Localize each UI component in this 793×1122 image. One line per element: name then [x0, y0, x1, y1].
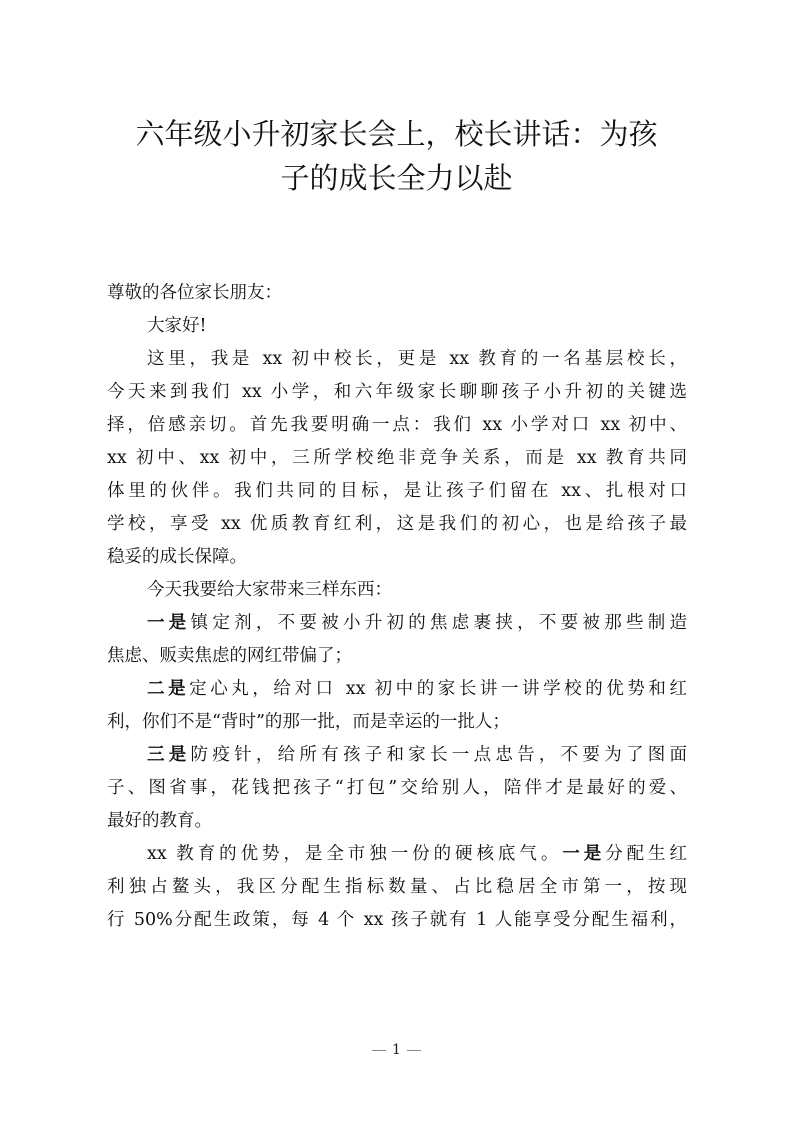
line-text: 防疫针，给所有孩子和家长一点忠告，不要为了图面 — [190, 745, 688, 765]
paragraph-line: xx 初中、xx 初中，三所学校绝非竞争关系，而是 xx 教育共同 — [107, 448, 687, 468]
paragraph-line: 今天来到我们 xx 小学，和六年级家长聊聊孩子小升初的关键选 — [107, 382, 687, 402]
paragraph-point-one — [107, 607, 687, 673]
paragraph-intro — [107, 343, 687, 574]
paragraph-line: 最好的教育。 — [107, 811, 212, 831]
dash-left — [372, 1050, 386, 1051]
line-text: 定心丸，给对口 xx 初中的家长讲一讲学校的优势和红 — [189, 679, 687, 699]
line-text: xx 教育的优势，是全市独一份的硬核底气。 — [147, 844, 563, 864]
title-line-1: 六年级小升初家长会上，校长讲话：为孩 — [135, 117, 658, 151]
dash-right — [407, 1050, 421, 1051]
title-line-2: 子的成长全力以赴 — [280, 161, 513, 195]
paragraph-line — [107, 739, 687, 772]
paragraph-line: 焦虑、贩卖焦虑的网红带偏了； — [107, 646, 352, 666]
paragraph-line — [107, 673, 687, 706]
paragraph-line: 今天我要给大家带来三样东西： — [147, 580, 392, 600]
paragraph-line: 子、图省事，花钱把孩子“打包”交给别人，陪伴才是最好的爱、 — [107, 778, 687, 798]
paragraph-three-things — [107, 574, 687, 607]
paragraph-line: 体里的伙伴。我们共同的目标，是让孩子们留在 xx、扎根对口 — [107, 481, 687, 501]
document-body — [107, 277, 687, 937]
paragraph-line: 这里，我是 xx 初中校长，更是 xx 教育的一名基层校长， — [147, 349, 687, 369]
paragraph-line: 利，你们不是“背时”的那一批，而是幸运的一批人； — [107, 712, 510, 732]
bold-prefix: 一是 — [147, 613, 191, 633]
paragraph-line: 利独占鳌头，我区分配生指标数量、占比稳居全市第一，按现 — [107, 877, 687, 897]
bold-prefix: 一是 — [562, 844, 606, 864]
greeting: 大家好! — [147, 316, 207, 336]
paragraph-line: 行 50%分配生政策，每 4 个 xx 孩子就有 1 人能享受分配生福利， — [107, 910, 687, 930]
line-text: 镇定剂，不要被小升初的焦虑裹挟，不要被那些制造 — [190, 613, 688, 633]
paragraph-point-three — [107, 739, 687, 838]
page-number: 1 — [392, 1042, 401, 1058]
paragraph-point-two — [107, 673, 687, 739]
paragraph-line — [107, 607, 687, 640]
page-footer — [0, 1042, 793, 1058]
paragraph-line — [107, 838, 687, 871]
document-title — [100, 112, 693, 200]
salutation: 尊敬的各位家长朋友： — [107, 283, 282, 303]
bold-prefix: 三是 — [147, 745, 191, 765]
paragraph-line: 择，倍感亲切。首先我要明确一点：我们 xx 小学对口 xx 初中、 — [107, 415, 687, 435]
line-text: 分配生红 — [605, 844, 687, 864]
bold-prefix: 二是 — [147, 679, 190, 699]
paragraph-line: 稳妥的成长保障。 — [107, 547, 247, 567]
paragraph-line: 学校，享受 xx 优质教育红利，这是我们的初心，也是给孩子最 — [107, 514, 687, 534]
paragraph-advantages — [107, 838, 687, 937]
